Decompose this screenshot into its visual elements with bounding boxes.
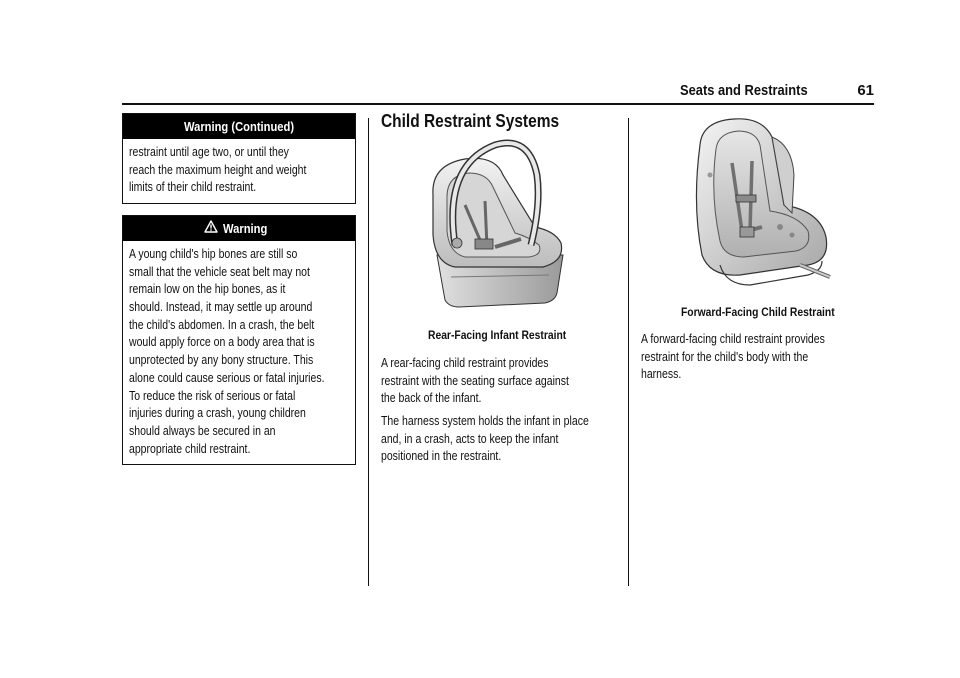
text-line: limits of their child restraint. bbox=[129, 180, 257, 195]
warning-continued-box bbox=[122, 113, 356, 204]
paragraph bbox=[381, 355, 605, 408]
page-number: 61 bbox=[857, 82, 874, 99]
text-line: appropriate child restraint. bbox=[129, 441, 251, 456]
warning-box bbox=[122, 215, 356, 465]
forward-facing-child-restraint-illustration bbox=[680, 115, 840, 295]
figure-caption: Rear-Facing Infant Restraint bbox=[428, 328, 567, 342]
text-line: the back of the infant. bbox=[381, 391, 482, 406]
text-line: A rear-facing child restraint provides bbox=[381, 356, 549, 370]
text-line: A young child's hip bones are still so bbox=[129, 247, 298, 261]
text-line: the child's abdomen. In a crash, the belt bbox=[129, 317, 315, 332]
header-rule bbox=[122, 103, 874, 105]
text-line: should. Instead, it may settle up around bbox=[129, 300, 313, 315]
text-line: To reduce the risk of serious or fatal bbox=[129, 388, 296, 403]
text-line: The harness system holds the infant in place bbox=[381, 414, 589, 428]
text-line: harness. bbox=[641, 367, 682, 382]
text-line: restraint for the child's body with the bbox=[641, 349, 809, 364]
warning-continued-heading: Warning (Continued) bbox=[123, 114, 355, 139]
paragraph bbox=[641, 331, 860, 384]
text-line: alone could cause serious or fatal injuries. bbox=[129, 370, 325, 385]
section-title: Child Restraint Systems bbox=[381, 111, 560, 131]
text-line: A forward-facing child restraint provides bbox=[641, 332, 825, 346]
warning-heading: Warning bbox=[123, 216, 355, 241]
text-line: small that the vehicle seat belt may not bbox=[129, 264, 310, 279]
text-line: reach the maximum height and weight bbox=[129, 162, 307, 177]
text-line: unprotected by any bony structure. This bbox=[129, 353, 314, 368]
text-line: would apply force on a body area that is bbox=[129, 335, 315, 350]
paragraph bbox=[381, 413, 628, 466]
page-header-title: Seats and Restraints bbox=[679, 82, 808, 99]
text-line: restraint until age two, or until they bbox=[129, 145, 289, 159]
rear-facing-infant-restraint-illustration bbox=[425, 135, 570, 315]
figure-caption: Forward-Facing Child Restraint bbox=[681, 305, 835, 319]
text-line: and, in a crash, acts to keep the infant bbox=[381, 431, 559, 446]
text-line: restraint with the seating surface against bbox=[381, 373, 569, 388]
text-line: positioned in the restraint. bbox=[381, 449, 502, 464]
warning-triangle-icon bbox=[204, 216, 218, 241]
text-line: remain low on the hip bones, as it bbox=[129, 282, 286, 297]
text-line: injuries during a crash, young children bbox=[129, 406, 306, 421]
text-line: should always be secured in an bbox=[129, 423, 276, 438]
column-divider-2 bbox=[628, 118, 629, 586]
column-divider-1 bbox=[368, 118, 369, 586]
